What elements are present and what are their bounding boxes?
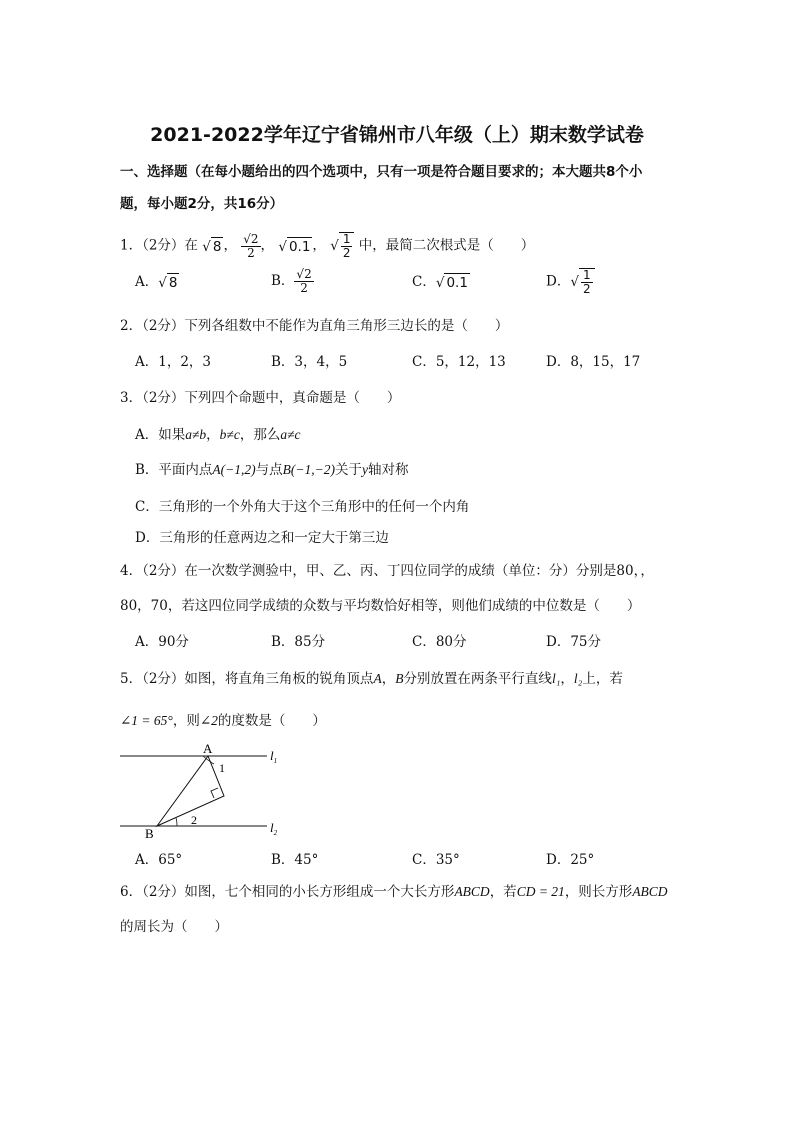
question-2: 2．（2分）下列各组数中不能作为直角三角形三边长的是（ ） xyxy=(120,318,509,334)
q4-option-a: A．90分 xyxy=(135,634,189,650)
q3-option-d: D．三角形的任意两边之和一定大于第三边 xyxy=(135,530,389,546)
question-6-line1: 6．（2分）如图，七个相同的小长方形组成一个大长方形ABCD，若CD = 21，则长方形ABCD xyxy=(120,884,668,900)
label-l1: $l_1$ xyxy=(270,748,278,765)
q5-option-a: A．65° xyxy=(135,852,183,868)
q2-option-d: D．8，15，17 xyxy=(546,354,641,370)
q4-option-b: B．85分 xyxy=(271,634,326,650)
q5-option-c: C．35° xyxy=(412,852,460,868)
q2-option-b: B．3，4，5 xyxy=(271,354,348,370)
label-B: B xyxy=(145,826,154,841)
label-angle-1: 1 xyxy=(219,761,225,775)
question-3: 3．（2分）下列四个命题中，真命题是（ ） xyxy=(120,390,401,406)
q1-option-d: D．√ $\frac{1}{2}$ xyxy=(546,268,595,296)
q3-option-a: A．如果a≠b，b≠c，那么a≠c xyxy=(135,427,301,443)
q5-option-d: D．25° xyxy=(546,852,595,868)
q4-option-c: C．80分 xyxy=(412,634,467,650)
q1-suffix: 中，最简二次根式是（ ） xyxy=(358,237,535,254)
page-title: 2021-2022学年辽宁省锦州市八年级（上）期末数学试卷 xyxy=(150,124,644,146)
section-heading-line2: 题，每小题2分，共16分） xyxy=(120,196,284,212)
question-5-line1: 5．（2分）如图，将直角三角板的锐角顶点A，B分别放置在两条平行直线l₁，l₂上，若 xyxy=(120,671,623,687)
sqrt-0-1: √ 0.1 xyxy=(278,238,311,255)
question-4-line1: 4．（2分）在一次数学测验中，甲、乙、丙、丁四位同学的成绩（单位：分）分别是80，， xyxy=(120,563,654,579)
q5-option-b: B．45° xyxy=(271,852,319,868)
parallel-lines-triangle-figure xyxy=(115,740,300,845)
q1-option-b: B． $\frac{√2}{2}$ xyxy=(271,267,312,295)
label-A: A xyxy=(203,741,213,756)
q3-option-b: B．平面内点A(−1,2)与点B(−1,−2)关于y轴对称 xyxy=(135,462,409,478)
sqrt-8: √ 8 xyxy=(202,238,222,255)
q1-prefix: 1．（2分）在 xyxy=(120,237,198,254)
q4-option-d: D．75分 xyxy=(546,634,602,650)
fraction-sqrt2-over-2: $\frac{√2}{2}$ xyxy=(243,231,259,260)
sqrt-half: √ $\frac{1}{2}$ xyxy=(330,232,354,260)
q1-option-a: A．√ 8 xyxy=(135,274,178,291)
q2-option-c: C．5，12，13 xyxy=(412,354,506,370)
q3-option-c: C．三角形的一个外角大于这个三角形中的任何一个内角 xyxy=(135,499,470,515)
question-4-line2: 80，70，若这四位同学成绩的众数与平均数恰好相等，则他们成绩的中位数是（ ） xyxy=(120,598,641,614)
q2-option-a: A．1，2，3 xyxy=(135,354,212,370)
question-5-line2: ∠1 = 65°，则∠2的度数是（ ） xyxy=(120,713,326,729)
q1-option-c: C．√ 0.1 xyxy=(412,274,468,291)
question-1: 1．（2分）在 √ 8 ， $\frac{√2}{2}$ ， √ 0.1 ， √ $\frac{1}{2}$ 中，最简二次根式是（ ） xyxy=(120,231,535,260)
label-l2: $l_2$ xyxy=(270,820,278,837)
label-angle-2: 2 xyxy=(191,813,197,827)
section-heading-line1: 一、选择题（在每小题给出的四个选项中，只有一项是符合题目要求的；本大题共8个小 xyxy=(120,164,643,180)
question-6-line2: 的周长为（ ） xyxy=(120,919,228,935)
